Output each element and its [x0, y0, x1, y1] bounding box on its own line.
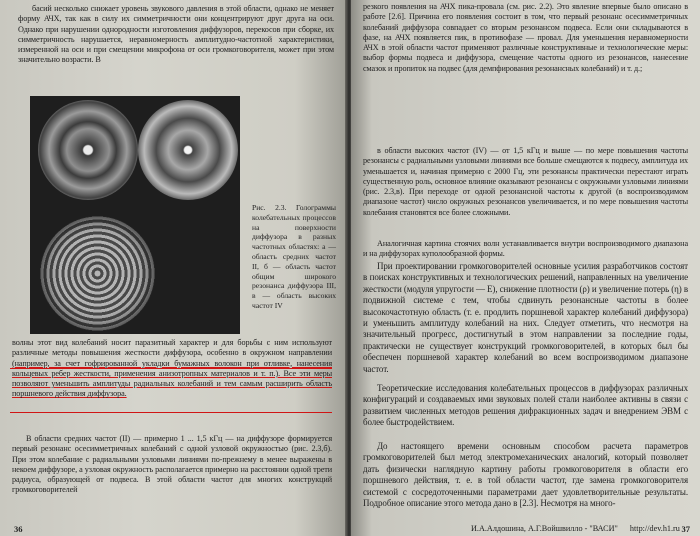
red-underlined-passage: (например, за счет гофрированной укладки бумажных волокон при отливке, нанесения кольцевых ребер жесткости, применения анизотропных материалов и т. п.). Все эти меры позволяют уменьшить амплитуды радиальных колебаний и тем самым расширить область поршневого действия диффузора.	[12, 358, 332, 399]
page-footer	[471, 524, 690, 533]
left-bottom-paragraph: В области средних частот (II) — примерно 1 ... 1,5 кГц — на диффузоре формируется первый резонанс осесимметричных колебаний с одной узловой окружностью (рис. 2.3,б). При этом колебание с радиальными узловыми линиями по-прежнему в менее выражены в некоем диффузоре, а узловая окружность располагается примерно на расстоянии одной трети радиуса, образующей от подвеса. В этой области частот для многих конструкций громкоговорителей	[12, 434, 332, 495]
footer-authors: И.А.Алдошина, А.Г.Войшвилло - "ВАСИ"	[471, 524, 618, 533]
right-paragraph-3: Аналогичная картина стоячих волн устанавливается внутри воспроизводимого диапазона и на диффузорах куполообразной формы.	[363, 239, 688, 259]
figure-caption: Рис. 2.3. Голограммы колебательных процессов на поверхности диффузора в разных частотных областях: а — область средних частот II, б — область частот общим широкого резонанса диффузора III, в — область высоких частот IV	[252, 203, 336, 310]
hologram-figure	[30, 96, 240, 334]
hologram-b-image	[138, 100, 238, 200]
right-paragraph-1: резкого появления на АЧХ пика-провала (см. рис. 2.2). Это явление впервые было описано в работе [2.6]. Причина его появления состоит в том, что первый резонанс осесимметричных колебаний диффузора совпадает со вторым резонансом подвеса. Если они складываются в фазе, на АЧХ появляется пик, в противофазе — провал. Для уменьшения неравномерности АЧХ в этой области частот применяют различные конструктивные и технологические меры: выбор формы подвеса и диффузора, смещение частоты одного из резонансов, нанесение смазок и пропиток на подвес (для демпфирования резонансных колебаний) и т. д.;	[363, 2, 688, 73]
right-page	[351, 0, 700, 536]
left-top-ref: В	[95, 55, 101, 65]
left-top-text: басий несколько снижает уровень звукового давления в этой области, однако не меняет форму АЧХ, так как в силу их симметричности они концентрируют друг друга на оси. Однако при нарушении однородности изготовления диффузоров, перекосов при сборке, их симметричность нарушается, неравномерность амплитудно-частотной характеристики, измеренной на оси и при смещении микрофона от оси громкоговорителя, может при этом значительно возрасти.	[18, 4, 334, 65]
left-page	[0, 0, 347, 536]
left-middle-text: волны этот вид колебаний носит паразитный характер и для борьбы с ним используют различные методы повышения жесткости диффузора, особенно в окружном направлении	[12, 338, 332, 358]
right-paragraph-5: Теоретические исследования колебательных процессов в диффузорах различных конфигураций и создаваемых ими звуковых полей стали наиболее активны в связи с развитием численных методов решения дифракционных задач и внедрением ЭВМ с более быстродействием.	[363, 383, 688, 428]
footer-url: http://dev.h1.ru	[629, 524, 680, 533]
hologram-c-image	[40, 216, 155, 331]
hologram-a-image	[38, 100, 138, 200]
left-page-number: 36	[14, 524, 23, 534]
left-middle-paragraph	[12, 338, 332, 400]
right-page-number: 37	[681, 524, 690, 534]
left-top-paragraph	[18, 4, 334, 66]
right-paragraph-2: в области высоких частот (IV) — от 1,5 кГц и выше — по мере повышения частоты резонансы с радиальными узловыми линиями все больше смещаются к подвесу, амплитуда их уменьшается и, начиная примерно с 2000 Гц, эти резонансы практически перестают играть существенную роль, основное влияние оказывают резонансы с окружными узловыми линиями (рис. 2.3,в). При переходе от одной резонансной частоты к другой (в воспроизводимом диапазоне частот) число окружных резонансов увеличивается, и по мере повышения частоты колебания становятся все более сложными.	[363, 146, 688, 217]
right-paragraph-4: При проектировании громкоговорителей основные усилия разработчиков состоят в поисках конструктивных и технологических решений, направленных на увеличение жесткости (модуля упругости — E), снижение плотности (ρ) и увеличение потерь (η) в подвижной системе с тем, чтобы сдвинуть резонансные частоты в более высокочастотную область (т. е. продлить поршневой характер колебаний диффузора) и уменьшить амплитуду колебаний на них. Следует отметить, что несмотря на значительный прогресс, достигнутый в этом направлении за последние годы, практически не существует конструкций громкоговорителей, в которых был бы обеспечен поршневой характер колебаний во всем воспроизводимом диапазоне частот.	[363, 261, 688, 374]
right-paragraph-6: До настоящего времени основным способом расчета параметров громкоговорителей был метод электромеханических аналогий, который позволяет дать физически наглядную картину работы громкоговорителя в области его поршневого действия, т. е. в той области частот, где замена громкоговорителя системой с сосредоточенными параметрами дает удовлетворительные результаты. Подробное описание этого метода дано в [2.3]. Несмотря на много-	[363, 441, 688, 509]
